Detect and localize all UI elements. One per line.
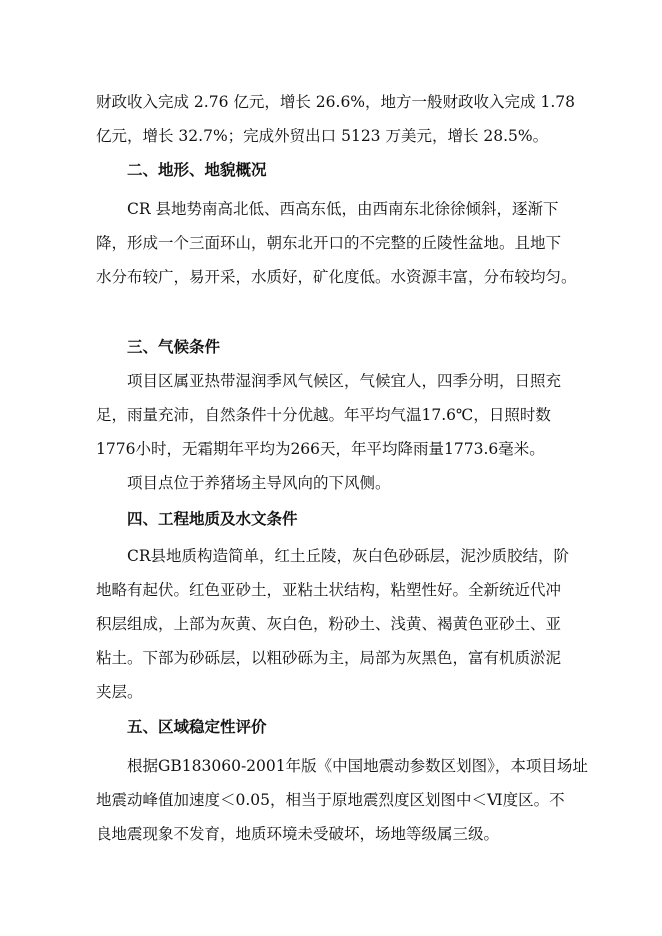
geology-line-1: CR县地质构造简单，红土丘陵，灰白色砂砾层，泥沙质胶结，阶 — [127, 547, 570, 565]
climate-line-3: 1776小时，无霜期年平均为266天，年平均降雨量1773.6毫米。 — [96, 440, 545, 458]
intro-paragraph — [96, 85, 575, 153]
terrain-line-3: 水分布较广，易开采，水质好，矿化度低。水资源丰富，分布较均匀。 — [96, 268, 577, 286]
stability-line-3: 良地震现象不发育，地质环境未受破坏，场地等级属三级。 — [96, 825, 500, 843]
geology-line-4: 粘土。下部为砂砾层，以粗砂砾为主，局部为灰黑色，富有机质淤泥 — [96, 649, 562, 667]
section-heading-stability: 五、区域稳定性评价 — [127, 717, 267, 736]
intro-line-2: 亿元，增长 32.7%；完成外贸出口 5123 万美元，增长 28.5%。 — [96, 127, 549, 145]
climate-line-2: 足，雨量充沛，自然条件十分优越。年平均气温17.6℃，日照时数 — [96, 406, 551, 424]
terrain-line-1: CR 县地势南高北低、西高东低，由西南东北徐徐倾斜，逐渐下 — [127, 200, 559, 218]
section-heading-climate: 三、气候条件 — [127, 337, 221, 356]
stability-line-1: 根据GB183060-2001年版《中国地震动参数区划图》，本项目场址 — [127, 757, 588, 775]
intro-line-1: 财政收入完成 2.76 亿元，增长 26.6%，地方一般财政收入完成 1.78 — [96, 93, 575, 111]
geology-line-5: 夹层。 — [96, 683, 143, 701]
section-heading-geology: 四、工程地质及水文条件 — [127, 509, 298, 528]
climate-line-1: 项目区属亚热带湿润季风气候区，气候宜人，四季分明，日照充 — [127, 372, 562, 390]
climate-wind-note: 项目点位于养猪场主导风向的下风侧。 — [127, 474, 391, 492]
geology-line-3: 积层组成，上部为灰黄、灰白色，粉砂土、浅黄、褐黄色亚砂土、亚 — [96, 615, 562, 633]
stability-paragraph — [96, 749, 588, 851]
climate-paragraph — [96, 364, 571, 500]
terrain-paragraph — [96, 192, 577, 294]
terrain-line-2: 降，形成一个三面环山，朝东北开口的不完整的丘陵性盆地。且地下 — [96, 234, 562, 252]
geology-line-2: 地略有起伏。红色亚砂土，亚粘土状结构，粘塑性好。全新统近代冲 — [96, 581, 562, 599]
stability-line-2: 地震动峰值加速度＜0.05，相当于原地震烈度区划图中＜Ⅵ度区。不 — [96, 791, 565, 809]
geology-paragraph — [96, 539, 571, 709]
section-heading-terrain: 二、地形、地貌概况 — [127, 160, 267, 179]
